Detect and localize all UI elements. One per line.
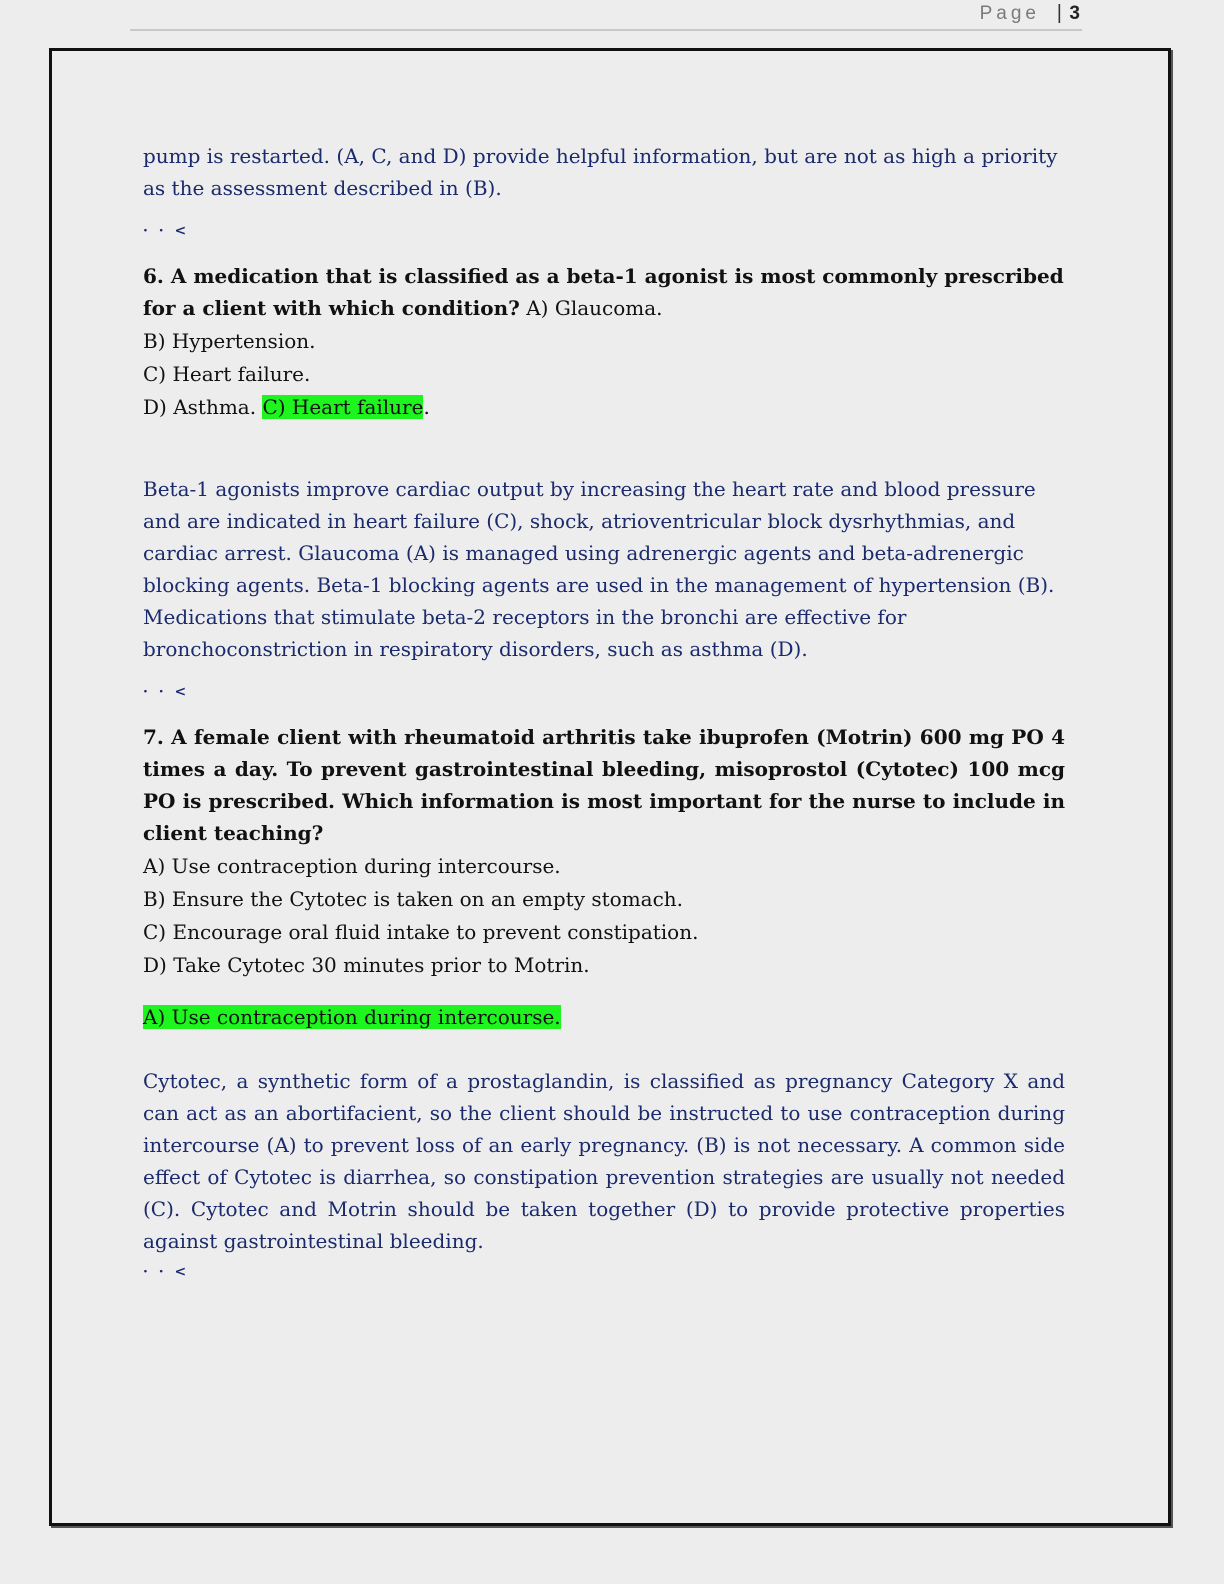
question-7-stem: 7. A female client with rheumatoid arthritis take ibuprofen (Motrin) 600 mg PO 4 times a day. To prevent gastrointestinal bleeding, misoprostol (Cytotec) 100 mcg PO is prescribed. Which information is most important for the nurse to include in client teaching?	[143, 725, 1065, 845]
page-header	[130, 0, 1082, 31]
question-6-stem: 6. A medication that is classified as a beta-1 agonist is most commonly prescribed for a client with which condition?	[143, 264, 1064, 320]
intro-paragraph: pump is restarted. (A, C, and D) provide helpful information, but are not as high a priority as the assessment described in (B).	[143, 144, 1058, 200]
question-6-answer: C) Heart failure	[262, 395, 424, 419]
page-label: Page	[979, 3, 1040, 24]
page-number: 3	[1069, 3, 1080, 24]
question-6-answer-suffix: .	[423, 395, 430, 419]
question-6-option-b: B) Hypertension.	[143, 329, 316, 353]
question-6-option-d: D) Asthma.	[143, 395, 257, 419]
question-7-option-c: C) Encourage oral fluid intake to prevent constipation.	[143, 920, 699, 944]
question-6-option-a: A) Glaucoma.	[526, 296, 663, 320]
question-7	[143, 721, 1065, 981]
question-6-option-c: C) Heart failure.	[143, 362, 311, 386]
question-7-option-a: A) Use contraception during intercourse.	[143, 854, 561, 878]
question-7-answer: A) Use contraception during intercourse.	[143, 1005, 561, 1029]
section-separator: · · <	[143, 1264, 190, 1280]
question-6	[143, 260, 1065, 423]
question-7-option-b: B) Ensure the Cytotec is taken on an empty stomach.	[143, 887, 684, 911]
document-body	[143, 140, 1065, 1283]
question-7-explanation: Cytotec, a synthetic form of a prostaglandin, is classified as pregnancy Category X and can act as an abortifacient, so the client should be instructed to use contraception during intercourse (A) to prevent loss of an early pregnancy. (B) is not necessary. A common side effect of Cytotec is diarrhea, so constipation prevention strategies are usually not needed (C). Cytotec and Motrin should be taken together (D) to provide protective properties against gastrointestinal bleeding.	[143, 1069, 1065, 1253]
question-7-option-d: D) Take Cytotec 30 minutes prior to Motrin.	[143, 953, 590, 977]
question-6-explanation: Beta-1 agonists improve cardiac output by increasing the heart rate and blood pressure and are indicated in heart failure (C), shock, atrioventricular block dysrhythmias, and cardiac arrest. Glaucoma (A) is managed using adrenergic agents and beta-adrenergic blocking agents. Beta-1 blocking agents are used in the management of hypertension (B). Medications that stimulate beta-2 receptors in the bronchi are effective for bronchoconstriction in respiratory disorders, such as asthma (D).	[143, 477, 1055, 661]
section-separator: · · <	[143, 223, 190, 239]
page-separator: |	[1056, 2, 1062, 24]
section-separator: · · <	[143, 684, 190, 700]
